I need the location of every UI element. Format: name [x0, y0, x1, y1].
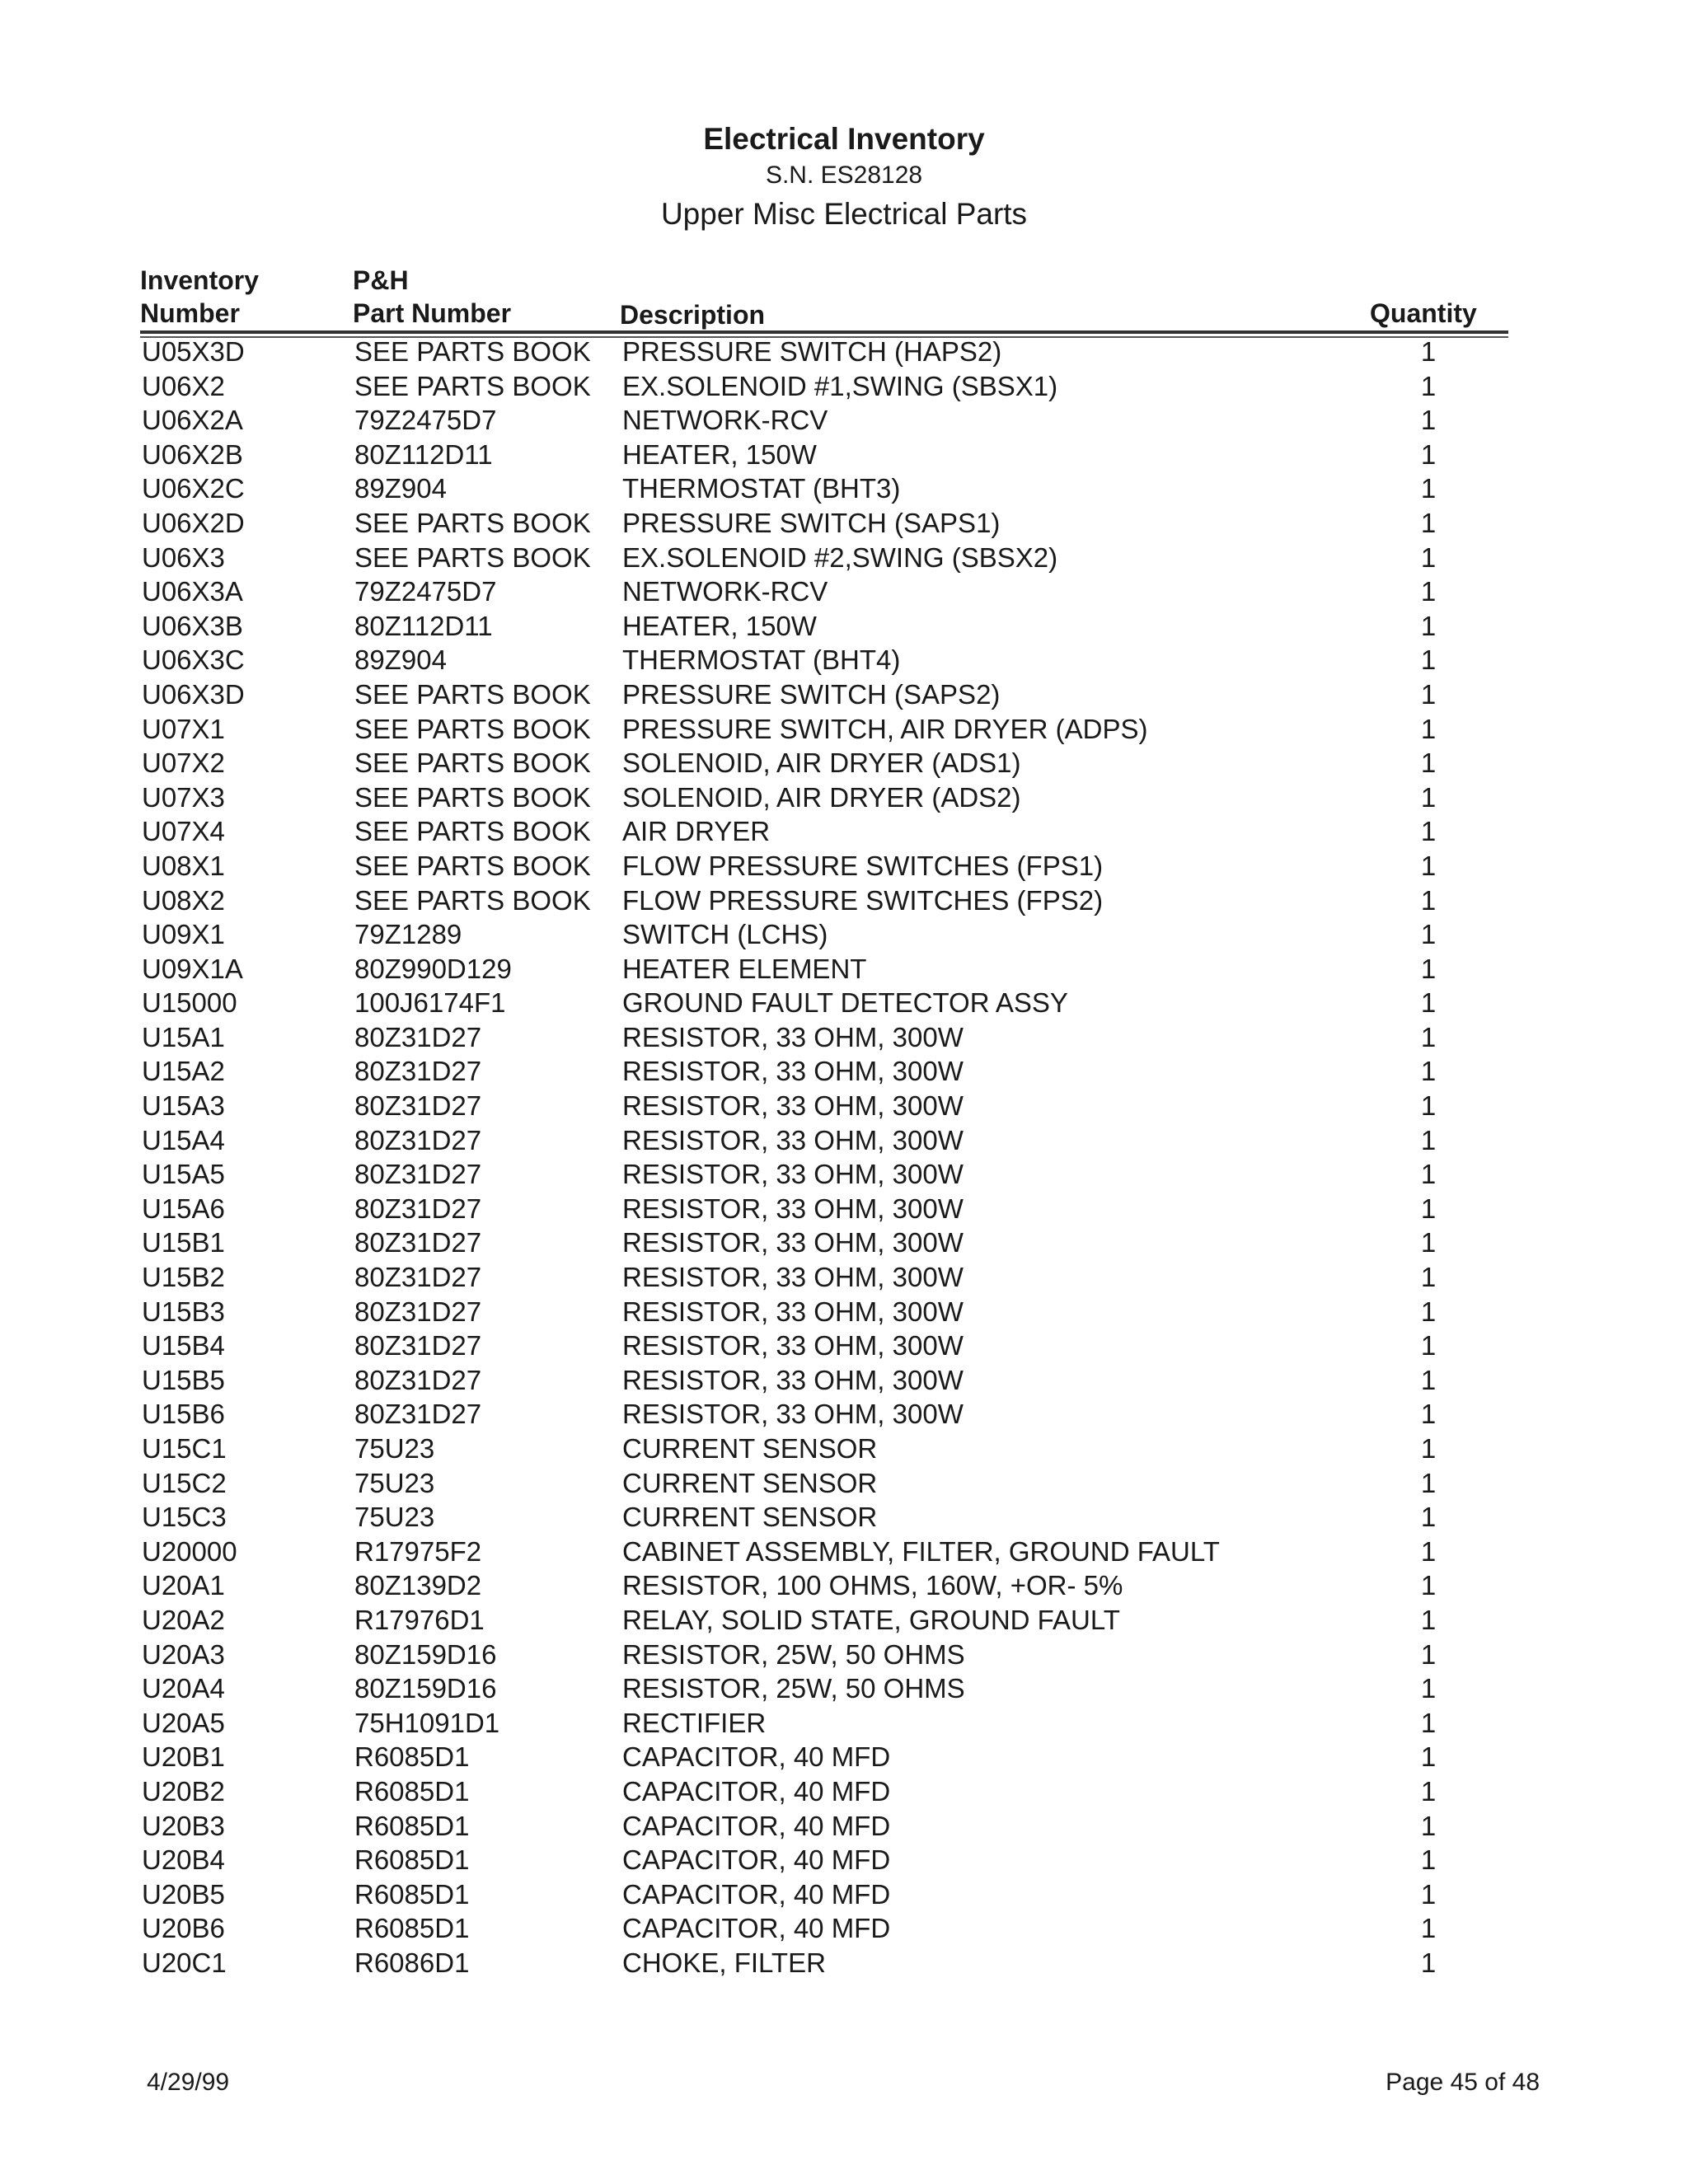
inventory-number-cell: U20A5	[142, 1707, 225, 1738]
description-cell: CAPACITOR, 40 MFD	[622, 1741, 891, 1773]
inventory-number-cell: U15C2	[142, 1467, 227, 1498]
description-cell: RESISTOR, 25W, 50 OHMS	[622, 1673, 965, 1704]
quantity-cell: 1	[1420, 748, 1437, 779]
inventory-number-cell: U06X3B	[142, 610, 243, 641]
inventory-number-cell: U06X3D	[142, 678, 245, 710]
column-header-part-number	[353, 264, 511, 330]
quantity-cell: 1	[1420, 1124, 1437, 1155]
part-number-cell: 75U23	[354, 1502, 435, 1533]
table-row	[0, 1603, 1688, 1638]
quantity-cell: 1	[1420, 1056, 1437, 1087]
column-header-quantity: Quantity	[1370, 298, 1477, 328]
inventory-number-cell: U15B3	[142, 1296, 225, 1327]
description-cell: CAPACITOR, 40 MFD	[622, 1913, 891, 1944]
quantity-cell: 1	[1420, 1913, 1437, 1944]
inventory-number-cell: U15B5	[142, 1364, 225, 1395]
table-row	[0, 1054, 1688, 1089]
description-cell: RESISTOR, 33 OHM, 300W	[622, 1399, 964, 1430]
part-number-cell: SEE PARTS BOOK	[354, 370, 591, 401]
table-row	[0, 1740, 1688, 1774]
description-cell: RESISTOR, 33 OHM, 300W	[622, 1227, 964, 1258]
quantity-cell: 1	[1420, 644, 1437, 676]
table-row	[0, 1774, 1688, 1809]
part-number-cell: 80Z31D27	[354, 1364, 482, 1395]
table-row	[0, 1535, 1688, 1569]
serial-number: S.N. ES28128	[765, 162, 923, 189]
quantity-cell: 1	[1420, 1638, 1437, 1670]
description-cell: NETWORK-RCV	[622, 576, 828, 607]
table-row	[0, 952, 1688, 987]
inventory-number-cell: U20A2	[142, 1604, 225, 1635]
description-cell: NETWORK-RCV	[622, 405, 828, 436]
page-header	[0, 120, 1688, 234]
inventory-number-cell: U20B2	[142, 1775, 225, 1807]
description-cell: THERMOSTAT (BHT4)	[622, 644, 901, 676]
quantity-cell: 1	[1420, 816, 1437, 847]
part-number-cell: SEE PARTS BOOK	[354, 336, 591, 367]
inventory-number-cell: U20B1	[142, 1741, 225, 1773]
footer-page-number: Page 45 of 48	[1386, 2069, 1540, 2096]
part-number-cell: 80Z31D27	[354, 1193, 482, 1224]
table-row	[0, 1329, 1688, 1363]
part-number-cell: 80Z31D27	[354, 1399, 482, 1430]
part-number-cell: 80Z31D27	[354, 1124, 482, 1155]
footer-date: 4/29/99	[147, 2069, 230, 2096]
column-header-description: Description	[620, 300, 766, 330]
description-cell: CURRENT SENSOR	[622, 1433, 878, 1464]
table-row	[0, 746, 1688, 780]
part-number-cell: 80Z112D11	[354, 610, 493, 641]
description-cell: CAPACITOR, 40 MFD	[622, 1775, 891, 1807]
part-number-cell: SEE PARTS BOOK	[354, 713, 591, 744]
part-number-cell: 80Z159D16	[354, 1638, 497, 1670]
description-cell: CABINET ASSEMBLY, FILTER, GROUND FAULT	[622, 1535, 1220, 1567]
table-row	[0, 506, 1688, 541]
header-rule	[140, 330, 1508, 334]
part-number-cell: 75H1091D1	[354, 1707, 500, 1738]
inventory-number-cell: U06X2A	[142, 405, 243, 436]
inventory-number-cell: U06X3A	[142, 576, 243, 607]
inventory-number-cell: U06X2D	[142, 507, 245, 538]
quantity-cell: 1	[1420, 1193, 1437, 1224]
inventory-number-cell: U05X3D	[142, 336, 245, 367]
part-number-cell: 80Z112D11	[354, 438, 493, 470]
description-cell: RESISTOR, 25W, 50 OHMS	[622, 1638, 965, 1670]
inventory-number-cell: U20A3	[142, 1638, 225, 1670]
inventory-number-cell: U15B1	[142, 1227, 225, 1258]
part-number-cell: SEE PARTS BOOK	[354, 884, 591, 916]
quantity-cell: 1	[1420, 1775, 1437, 1807]
quantity-cell: 1	[1420, 884, 1437, 916]
inventory-number-cell: U06X2C	[142, 473, 245, 504]
column-header-inventory-line2: Number	[140, 298, 240, 328]
description-cell: RESISTOR, 33 OHM, 300W	[622, 1090, 964, 1122]
inventory-number-cell: U20B4	[142, 1844, 225, 1876]
quantity-cell: 1	[1420, 1330, 1437, 1361]
description-cell: EX.SOLENOID #2,SWING (SBSX2)	[622, 541, 1058, 573]
part-number-cell: SEE PARTS BOOK	[354, 816, 591, 847]
table-row	[0, 643, 1688, 677]
inventory-number-cell: U08X1	[142, 850, 225, 881]
table-row	[0, 1397, 1688, 1432]
part-number-cell: 100J6174F1	[354, 987, 506, 1019]
table-row	[0, 541, 1688, 575]
quantity-cell: 1	[1420, 405, 1437, 436]
part-number-cell: 80Z159D16	[354, 1673, 497, 1704]
inventory-number-cell: U20B6	[142, 1913, 225, 1944]
inventory-number-cell: U20B3	[142, 1810, 225, 1841]
table-row	[0, 1123, 1688, 1158]
description-cell: RESISTOR, 33 OHM, 300W	[622, 1262, 964, 1293]
quantity-cell: 1	[1420, 1707, 1437, 1738]
table-row	[0, 1157, 1688, 1192]
inventory-table	[0, 335, 1688, 1980]
inventory-number-cell: U15C1	[142, 1433, 227, 1464]
description-cell: HEATER, 150W	[622, 610, 817, 641]
part-number-cell: 80Z31D27	[354, 1090, 482, 1122]
table-row	[0, 1295, 1688, 1329]
quantity-cell: 1	[1420, 1741, 1437, 1773]
quantity-cell: 1	[1420, 1535, 1437, 1567]
quantity-cell: 1	[1420, 1878, 1437, 1910]
table-row	[0, 471, 1688, 506]
part-number-cell: 80Z31D27	[354, 1056, 482, 1087]
description-cell: RESISTOR, 33 OHM, 300W	[622, 1056, 964, 1087]
quantity-cell: 1	[1420, 576, 1437, 607]
description-cell: CAPACITOR, 40 MFD	[622, 1844, 891, 1876]
inventory-number-cell: U15000	[142, 987, 237, 1019]
description-cell: CURRENT SENSOR	[622, 1467, 878, 1498]
part-number-cell: SEE PARTS BOOK	[354, 748, 591, 779]
inventory-number-cell: U07X2	[142, 748, 225, 779]
table-row	[0, 438, 1688, 472]
table-row	[0, 1500, 1688, 1535]
inventory-number-cell: U15A2	[142, 1056, 225, 1087]
inventory-number-cell: U07X1	[142, 713, 225, 744]
part-number-cell: 79Z2475D7	[354, 576, 497, 607]
description-cell: PRESSURE SWITCH (SAPS1)	[622, 507, 1001, 538]
description-cell: SOLENOID, AIR DRYER (ADS2)	[622, 781, 1021, 813]
description-cell: AIR DRYER	[622, 816, 771, 847]
quantity-cell: 1	[1420, 1090, 1437, 1122]
table-row	[0, 1671, 1688, 1706]
table-row	[0, 1877, 1688, 1912]
table-row	[0, 1843, 1688, 1877]
table-row	[0, 1432, 1688, 1466]
part-number-cell: R17976D1	[354, 1604, 485, 1635]
part-number-cell: SEE PARTS BOOK	[354, 507, 591, 538]
quantity-cell: 1	[1420, 1810, 1437, 1841]
table-row	[0, 849, 1688, 883]
part-number-cell: R6085D1	[354, 1810, 470, 1841]
column-header-inventory-line1: Inventory	[140, 265, 260, 295]
table-row	[0, 1809, 1688, 1844]
column-header-part-line2: Part Number	[353, 298, 512, 328]
inventory-number-cell: U15A1	[142, 1021, 225, 1052]
inventory-number-cell: U15B4	[142, 1330, 225, 1361]
part-number-cell: 75U23	[354, 1433, 435, 1464]
part-number-cell: 80Z990D129	[354, 953, 512, 984]
description-cell: RELAY, SOLID STATE, GROUND FAULT	[622, 1604, 1120, 1635]
table-row	[0, 780, 1688, 815]
description-cell: RECTIFIER	[622, 1707, 767, 1738]
part-number-cell: 80Z31D27	[354, 1296, 482, 1327]
description-cell: RESISTOR, 100 OHMS, 160W, +OR- 5%	[622, 1570, 1123, 1601]
part-number-cell: R6085D1	[354, 1775, 470, 1807]
quantity-cell: 1	[1420, 1433, 1437, 1464]
description-cell: RESISTOR, 33 OHM, 300W	[622, 1021, 964, 1052]
inventory-number-cell: U20C1	[142, 1947, 227, 1978]
quantity-cell: 1	[1420, 541, 1437, 573]
inventory-number-cell: U20A1	[142, 1570, 225, 1601]
description-cell: RESISTOR, 33 OHM, 300W	[622, 1296, 964, 1327]
part-number-cell: 80Z31D27	[354, 1159, 482, 1190]
description-cell: THERMOSTAT (BHT3)	[622, 473, 901, 504]
inventory-number-cell: U15B6	[142, 1399, 225, 1430]
description-cell: FLOW PRESSURE SWITCHES (FPS1)	[622, 850, 1104, 881]
table-row	[0, 677, 1688, 712]
description-cell: PRESSURE SWITCH, AIR DRYER (ADPS)	[622, 713, 1148, 744]
quantity-cell: 1	[1420, 1399, 1437, 1430]
table-row	[0, 403, 1688, 438]
description-cell: RESISTOR, 33 OHM, 300W	[622, 1364, 964, 1395]
inventory-number-cell: U15A4	[142, 1124, 225, 1155]
column-header-part-line1: P&H	[353, 265, 409, 295]
table-row	[0, 1706, 1688, 1741]
quantity-cell: 1	[1420, 610, 1437, 641]
part-number-cell: 79Z2475D7	[354, 405, 497, 436]
inventory-number-cell: U09X1	[142, 919, 225, 950]
inventory-number-cell: U06X2B	[142, 438, 243, 470]
part-number-cell: 80Z31D27	[354, 1227, 482, 1258]
quantity-cell: 1	[1420, 473, 1437, 504]
table-row	[0, 1466, 1688, 1501]
description-cell: RESISTOR, 33 OHM, 300W	[622, 1159, 964, 1190]
inventory-number-cell: U07X4	[142, 816, 225, 847]
description-cell: CHOKE, FILTER	[622, 1947, 826, 1978]
quantity-cell: 1	[1420, 1296, 1437, 1327]
quantity-cell: 1	[1420, 438, 1437, 470]
part-number-cell: SEE PARTS BOOK	[354, 678, 591, 710]
inventory-number-cell: U20000	[142, 1535, 237, 1567]
table-row	[0, 1260, 1688, 1295]
inventory-number-cell: U20B5	[142, 1878, 225, 1910]
quantity-cell: 1	[1420, 370, 1437, 401]
quantity-cell: 1	[1420, 507, 1437, 538]
description-cell: PRESSURE SWITCH (SAPS2)	[622, 678, 1001, 710]
table-row	[0, 1638, 1688, 1672]
quantity-cell: 1	[1420, 1227, 1437, 1258]
inventory-number-cell: U07X3	[142, 781, 225, 813]
part-number-cell: 80Z31D27	[354, 1262, 482, 1293]
inventory-number-cell: U09X1A	[142, 953, 243, 984]
description-cell: SWITCH (LCHS)	[622, 919, 828, 950]
inventory-number-cell: U06X3	[142, 541, 225, 573]
description-cell: HEATER ELEMENT	[622, 953, 867, 984]
part-number-cell: 89Z904	[354, 644, 447, 676]
quantity-cell: 1	[1420, 1364, 1437, 1395]
quantity-cell: 1	[1420, 1502, 1437, 1533]
quantity-cell: 1	[1420, 1844, 1437, 1876]
description-cell: GROUND FAULT DETECTOR ASSY	[622, 987, 1068, 1019]
table-row	[0, 335, 1688, 369]
table-row	[0, 712, 1688, 747]
part-number-cell: SEE PARTS BOOK	[354, 781, 591, 813]
part-number-cell: SEE PARTS BOOK	[354, 541, 591, 573]
description-cell: HEATER, 150W	[622, 438, 817, 470]
quantity-cell: 1	[1420, 919, 1437, 950]
description-cell: CURRENT SENSOR	[622, 1502, 878, 1533]
part-number-cell: SEE PARTS BOOK	[354, 850, 591, 881]
inventory-number-cell: U15A6	[142, 1193, 225, 1224]
table-row	[0, 917, 1688, 952]
description-cell: CAPACITOR, 40 MFD	[622, 1878, 891, 1910]
table-row	[0, 1192, 1688, 1226]
table-row	[0, 1226, 1688, 1260]
part-number-cell: R6085D1	[354, 1741, 470, 1773]
quantity-cell: 1	[1420, 1673, 1437, 1704]
table-row	[0, 609, 1688, 644]
inventory-number-cell: U20A4	[142, 1673, 225, 1704]
part-number-cell: R6085D1	[354, 1913, 470, 1944]
part-number-cell: 80Z31D27	[354, 1330, 482, 1361]
part-number-cell: R17975F2	[354, 1535, 482, 1567]
quantity-cell: 1	[1420, 1467, 1437, 1498]
table-row	[0, 1089, 1688, 1123]
description-cell: SOLENOID, AIR DRYER (ADS1)	[622, 748, 1021, 779]
description-cell: RESISTOR, 33 OHM, 300W	[622, 1330, 964, 1361]
quantity-cell: 1	[1420, 987, 1437, 1019]
description-cell: EX.SOLENOID #1,SWING (SBSX1)	[622, 370, 1058, 401]
inventory-number-cell: U15B2	[142, 1262, 225, 1293]
description-cell: FLOW PRESSURE SWITCHES (FPS2)	[622, 884, 1104, 916]
inventory-number-cell: U06X2	[142, 370, 225, 401]
quantity-cell: 1	[1420, 1021, 1437, 1052]
inventory-number-cell: U15A3	[142, 1090, 225, 1122]
table-row	[0, 814, 1688, 849]
part-number-cell: 80Z139D2	[354, 1570, 482, 1601]
quantity-cell: 1	[1420, 336, 1437, 367]
description-cell: PRESSURE SWITCH (HAPS2)	[622, 336, 1002, 367]
quantity-cell: 1	[1420, 1570, 1437, 1601]
quantity-cell: 1	[1420, 713, 1437, 744]
part-number-cell: 75U23	[354, 1467, 435, 1498]
table-row	[0, 1020, 1688, 1055]
section-title: Upper Misc Electrical Parts	[660, 197, 1028, 231]
quantity-cell: 1	[1420, 1159, 1437, 1190]
table-row	[0, 986, 1688, 1020]
quantity-cell: 1	[1420, 850, 1437, 881]
quantity-cell: 1	[1420, 781, 1437, 813]
inventory-number-cell: U15A5	[142, 1159, 225, 1190]
inventory-number-cell: U08X2	[142, 884, 225, 916]
table-row	[0, 1568, 1688, 1603]
part-number-cell: R6085D1	[354, 1844, 470, 1876]
inventory-number-cell: U06X3C	[142, 644, 245, 676]
description-cell: RESISTOR, 33 OHM, 300W	[622, 1193, 964, 1224]
quantity-cell: 1	[1420, 1262, 1437, 1293]
part-number-cell: 89Z904	[354, 473, 447, 504]
part-number-cell: R6085D1	[354, 1878, 470, 1910]
table-row	[0, 883, 1688, 918]
part-number-cell: 79Z1289	[354, 919, 462, 950]
quantity-cell: 1	[1420, 1604, 1437, 1635]
inventory-number-cell: U15C3	[142, 1502, 227, 1533]
description-cell: RESISTOR, 33 OHM, 300W	[622, 1124, 964, 1155]
quantity-cell: 1	[1420, 953, 1437, 984]
table-row	[0, 1911, 1688, 1946]
quantity-cell: 1	[1420, 678, 1437, 710]
part-number-cell: R6086D1	[354, 1947, 470, 1978]
table-row	[0, 574, 1688, 609]
quantity-cell: 1	[1420, 1947, 1437, 1978]
description-cell: CAPACITOR, 40 MFD	[622, 1810, 891, 1841]
column-header-inventory-number	[140, 264, 259, 330]
document-title: Electrical Inventory	[703, 122, 985, 156]
part-number-cell: 80Z31D27	[354, 1021, 482, 1052]
table-row	[0, 1363, 1688, 1398]
table-row	[0, 1946, 1688, 1980]
table-row	[0, 369, 1688, 404]
